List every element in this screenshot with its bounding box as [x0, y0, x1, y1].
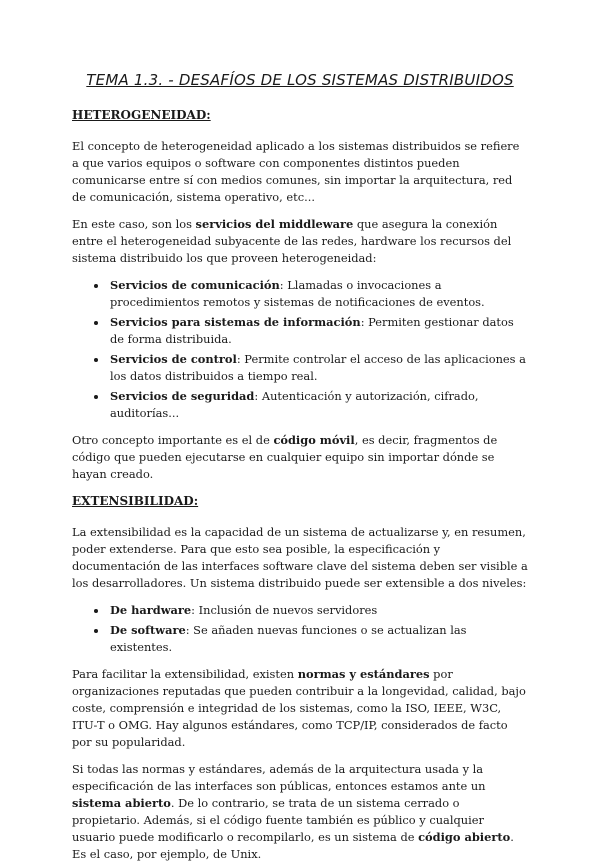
page-title: TEMA 1.3. - DESAFÍOS DE LOS SISTEMAS DISTRIBUIDOS — [86, 71, 514, 89]
bullet-list-levels — [72, 602, 528, 656]
list-item: • De hardware: Inclusión de nuevos servidores — [108, 602, 528, 619]
list-item: • Servicios de comunicación: Llamadas o invocaciones a procedimientos remotos y sistemas de notificaciones de eventos. — [108, 277, 528, 311]
paragraph: Si todas las normas y estándares, además de la arquitectura usada y la especificación de las interfaces son públicas, entonces estamos ante un sistema abierto. De lo contrario, se trata de un sistema cerrado o propietario. Además, si el código fuente también es público y cualquier usuario puede modificarlo o recompilarlo, es un sistema de código abierto. Es el caso, por ejemplo, de Unix. — [72, 762, 514, 861]
section-heading-extensibilidad: EXTENSIBILIDAD: — [72, 494, 199, 508]
paragraph: En este caso, son los servicios del middleware que asegura la conexión entre el heterogeneidad subyacente de las redes, hardware los recursos del sistema distribuido los que proveen heterogeneidad: — [72, 217, 512, 265]
paragraph: La extensibilidad es la capacidad de un sistema de actualizarse y, en resumen, poder extenderse. Para que esto sea posible, la especificación y documentación de las interfaces software clave del sistema deben ser visible a los desarrolladores. Un sistema distribuido puede ser extensible a dos niveles: — [72, 525, 528, 590]
list-item: • Servicios de control: Permite controlar el acceso de las aplicaciones a los datos distribuidos a tiempo real. — [108, 351, 528, 385]
list-item: • De software: Se añaden nuevas funciones o se actualizan las existentes. — [108, 622, 528, 656]
paragraph: Otro concepto importante es el de código móvil, es decir, fragmentos de código que pueden ejecutarse en cualquier equipo sin importar dónde se hayan creado. — [72, 433, 498, 481]
paragraph: Para facilitar la extensibilidad, existen normas y estándares por organizaciones reputadas que pueden contribuir a la longevidad, calidad, bajo coste, comprensión e integridad de los sistemas, como la ISO, IEEE, W3C, ITU-T o OMG. Hay algunos estándares, como TCP/IP, considerados de facto por su popularidad. — [72, 667, 526, 749]
bullet-list-services — [72, 277, 528, 422]
list-item: • Servicios de seguridad: Autenticación y autorización, cifrado, auditorías... — [108, 388, 528, 422]
section-heading-heterogeneidad: HETEROGENEIDAD: — [72, 108, 211, 122]
list-item: • Servicios para sistemas de información: Permiten gestionar datos de forma distribuida. — [108, 314, 528, 348]
paragraph: El concepto de heterogeneidad aplicado a los sistemas distribuidos se refiere a que varios equipos o software con componentes distintos pueden comunicarse entre sí con medios comunes, sin importar la arquitectura, red de comunicación, sistema operativo, etc... — [72, 139, 520, 204]
